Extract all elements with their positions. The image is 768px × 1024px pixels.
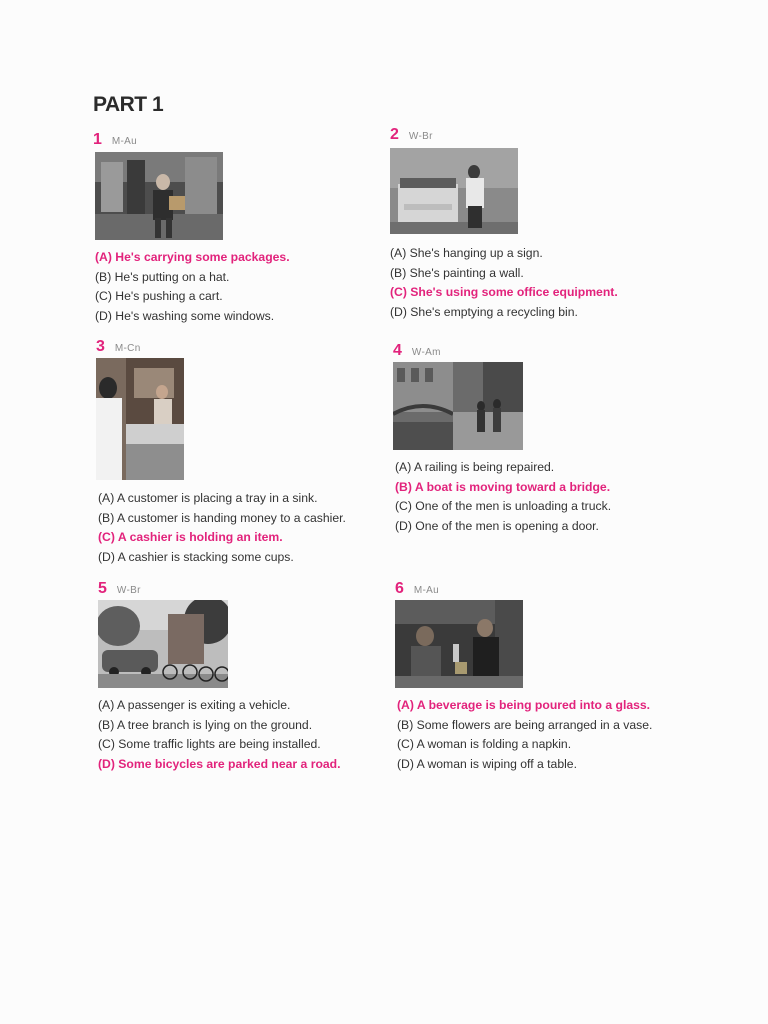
option-c: (C) She's using some office equipment. [390,285,618,299]
option-a: (A) A railing is being repaired. [395,460,555,474]
question-number: 4 [393,342,402,359]
question-1 [93,131,137,151]
question-number: 5 [98,580,107,597]
option-b: (B) A boat is moving toward a bridge. [395,479,611,494]
option-d: (D) A cashier is stacking some cups. [98,549,294,564]
question-number: 6 [395,580,404,597]
option-a: (A) A customer is placing a tray in a sink. [98,491,318,505]
option-d: (D) She's emptying a recycling bin. [390,304,578,319]
question-2 [390,126,433,146]
speaker-label: M-Au [111,136,137,147]
options-list [390,244,618,322]
option-c: (C) One of the men is unloading a truck. [395,499,612,513]
question-number: 2 [390,126,399,143]
option-d: (D) Some bicycles are parked near a road. [98,756,341,771]
option-d: (D) A woman is wiping off a table. [397,756,577,771]
canal-bridge-street-photo [393,362,523,450]
option-b: (B) A customer is handing money to a cashier. [98,510,346,525]
page-title: PART 1 [93,93,164,116]
question-number: 3 [96,338,105,355]
option-a: (A) He's carrying some packages. [95,250,290,264]
options-list [395,458,611,536]
option-c: (C) Some traffic lights are being installed. [98,737,321,751]
option-c: (C) He's pushing a cart. [95,289,223,303]
speaker-label: W-Am [411,347,441,358]
option-a: (A) A passenger is exiting a vehicle. [98,698,291,712]
cashier-counter-photo [96,358,184,480]
woman-using-copier-photo [390,148,518,234]
option-b: (B) He's putting on a hat. [95,269,230,284]
option-c: (C) A cashier is holding an item. [98,530,283,544]
option-c: (C) A woman is folding a napkin. [397,737,572,751]
street-bicycles-photo [98,600,228,688]
speaker-label: W-Br [116,585,141,596]
speaker-label: W-Br [408,131,433,142]
option-b: (B) A tree branch is lying on the ground. [98,717,313,732]
man-carrying-packages-photo [95,152,223,240]
options-list [98,489,346,567]
question-4 [393,342,441,362]
options-list [95,248,290,326]
option-a: (A) She's hanging up a sign. [390,246,543,260]
question-5 [98,580,141,600]
option-d: (D) One of the men is opening a door. [395,518,599,533]
speaker-label: M-Au [413,585,439,596]
options-list [98,696,341,774]
option-b: (B) Some flowers are being arranged in a vase. [397,717,653,732]
options-list [397,696,652,774]
question-3 [96,338,141,358]
option-b: (B) She's painting a wall. [390,265,524,280]
question-number: 1 [93,131,102,148]
speaker-label: M-Cn [114,343,141,354]
bar-pouring-drink-photo [395,600,523,688]
option-d: (D) He's washing some windows. [95,308,275,323]
option-a: (A) A beverage is being poured into a glass. [397,698,651,712]
question-6 [395,580,439,600]
